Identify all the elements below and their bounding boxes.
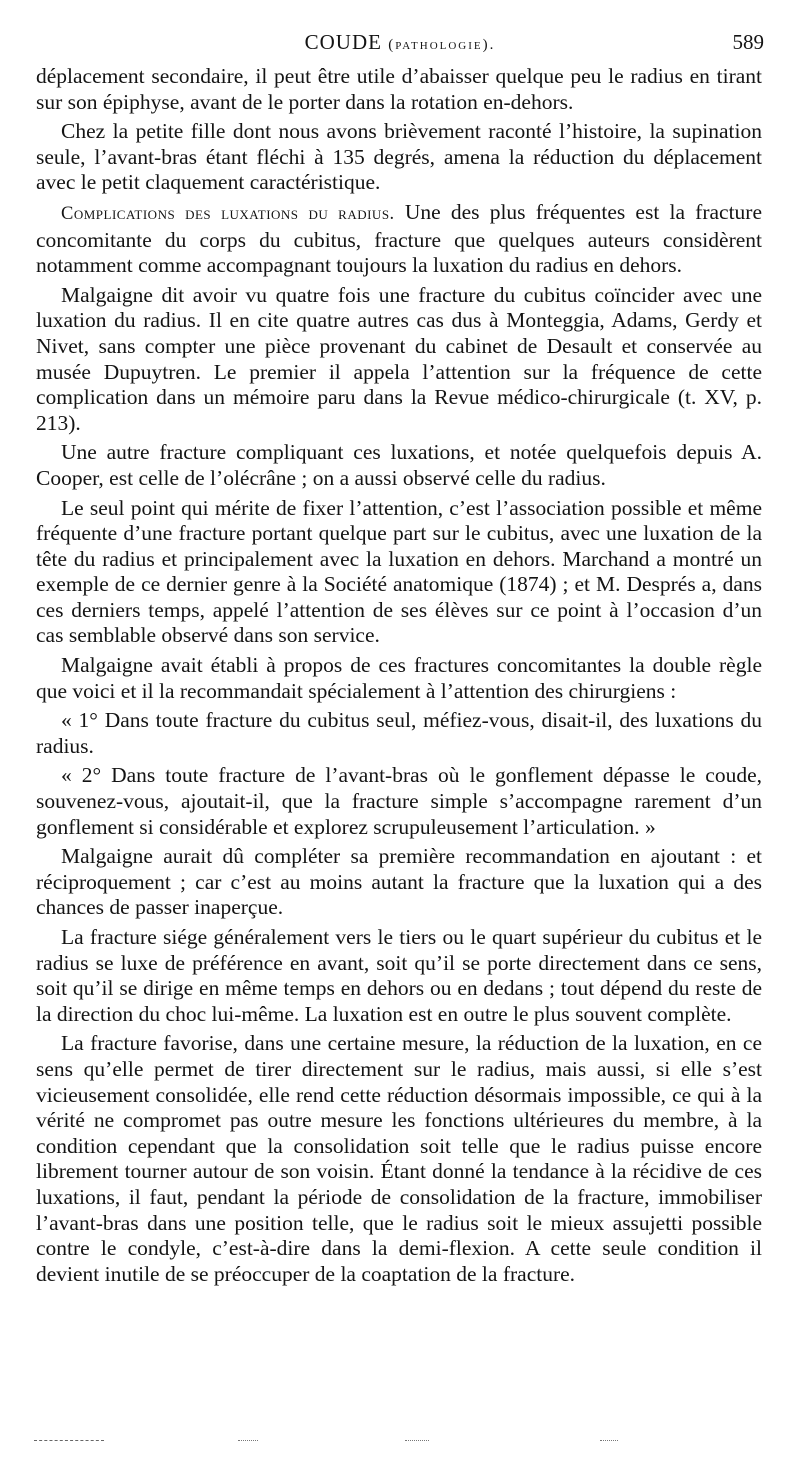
- quoted-rule: « 2° Dans toute fracture de l’avant-bras où le gonflement dépasse le coude, souvenez-vous, ajoutait-il, que la fracture simple s’accompagne rarement d’un gonflement si considérable et explorez scrupuleusement l’articulation. »: [36, 763, 762, 839]
- print-artifact: [238, 1440, 258, 1443]
- paragraph: Une autre fracture compliquant ces luxations, et notée quelquefois depuis A. Cooper, est celle de l’olécrâne ; on a aussi observé celle du radius.: [36, 440, 762, 490]
- page-body: [36, 64, 762, 1291]
- print-artifact: [34, 1440, 104, 1443]
- page-number: 589: [732, 30, 764, 54]
- paragraph: La fracture siége généralement vers le tiers ou le quart supérieur du cubitus et le radius se luxe de préférence en avant, soit qu’il se porte directement dans ce sens, soit qu’il se dirige en même temps en dehors ou en dedans ; tout dépend du reste de la direction du choc lui-même. La luxation est en outre le plus souvent complète.: [36, 925, 762, 1026]
- running-title-main: COUDE: [304, 30, 382, 54]
- section-lead: Complications des luxations du radius.: [61, 203, 395, 224]
- paragraph: Malgaigne avait établi à propos de ces fractures concomitantes la double règle que voici et il la recommandait spécialement à l’attention des chirurgiens :: [36, 653, 762, 703]
- paragraph: [36, 200, 762, 279]
- paragraph: Le seul point qui mérite de fixer l’attention, c’est l’association possible et même fréquente d’une fracture portant quelque part sur le cubitus, avec une luxation de la tête du radius et principalement avec la luxation en dehors. Marchand a montré un exemple de ce dernier genre à la Société anatomique (1874) ; et M. Després a, dans ces derniers temps, appelé l’attention de ses élèves sur ce point à l’occasion d’un cas semblable observé dans son service.: [36, 495, 762, 648]
- paragraph: Malgaigne dit avoir vu quatre fois une fracture du cubitus coïncider avec une luxation du radius. Il en cite quatre autres cas dus à Monteggia, Adams, Gerdy et Nivet, sans compter une pièce provenant du cabinet de Desault et conservée au musée Dupuytren. Le premier il appela l’attention sur la fréquence de cette complication dans un mémoire paru dans la Revue médico-chirurgicale (t. XV, p. 213).: [36, 282, 762, 435]
- paragraph-text: Une des plus fréquentes est la fracture concomitante du corps du cubitus, fracture que quelques auteurs considèrent notamment comme accompagnant toujours la luxation du radius en dehors.: [36, 199, 762, 278]
- paragraph: Chez la petite fille dont nous avons brièvement raconté l’histoire, la supination seule, l’avant-bras étant fléchi à 135 degrés, amena la réduction du déplacement avec le petit claquement caractéristique.: [36, 119, 762, 195]
- paragraph: Malgaigne aurait dû compléter sa première recommandation en ajoutant : et réciproquement ; car c’est au moins autant la fracture que la luxation qui a des chances de passer inaperçue.: [36, 844, 762, 920]
- running-header: [36, 30, 764, 60]
- running-title-sub: (pathologie).: [388, 37, 496, 53]
- quoted-rule: « 1° Dans toute fracture du cubitus seul, méfiez-vous, disait-il, des luxations du radius.: [36, 708, 762, 758]
- print-artifact: [405, 1440, 429, 1443]
- paragraph: déplacement secondaire, il peut être utile d’abaisser quelque peu le radius en tirant sur son épiphyse, avant de le porter dans la rotation en-dehors.: [36, 64, 762, 114]
- paragraph: La fracture favorise, dans une certaine mesure, la réduction de la luxation, en ce sens qu’elle permet de tirer directement sur le radius, mais aussi, si elle s’est vicieusement consolidée, elle rend cette réduction désormais impossible, ce qui à la vérité ne compromet pas outre mesure les fonctions ultérieures du membre, à la condition cependant que la consolidation soit telle que le radius puisse encore librement tourner autour de son voisin. Étant donné la tendance à la récidive de ces luxations, il faut, pendant la période de consolidation de la fracture, immobiliser l’avant-bras dans une position telle, que le radius soit le mieux assujetti possible contre le condyle, c’est-à-dire dans la demi-flexion. A cette seule condition il devient inutile de se préoccuper de la coaptation de la fracture.: [36, 1031, 762, 1286]
- running-title: [36, 30, 764, 55]
- print-artifact: [600, 1440, 618, 1443]
